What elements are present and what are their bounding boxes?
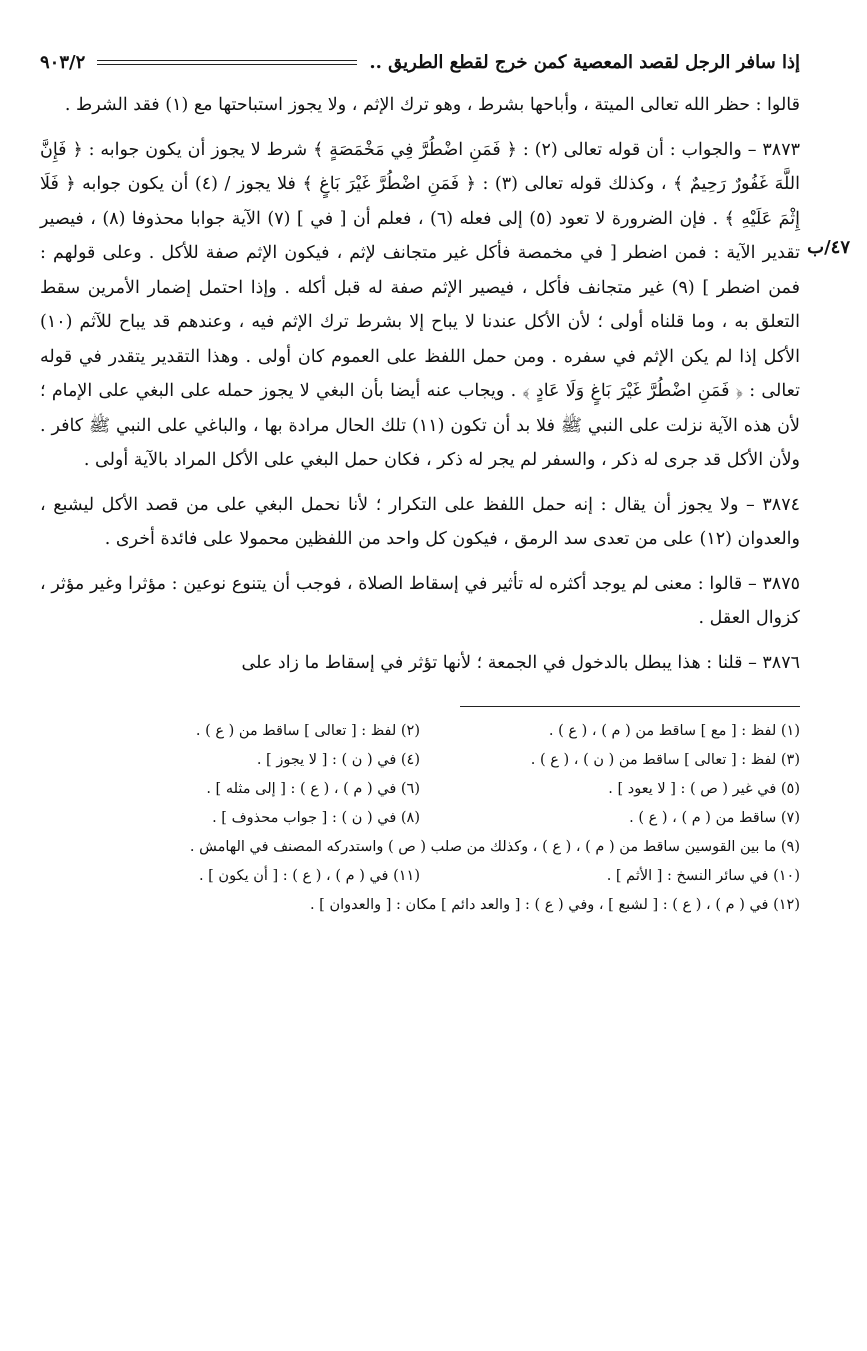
footnote-7: (٧) ساقط من ( م ) ، ( ع ) . — [629, 810, 800, 826]
header-rule — [97, 60, 357, 65]
margin-folio-note: ٤٧/ب — [807, 236, 850, 258]
footnote-4: (٤) في ( ن ) : [ لا يجوز ] . — [256, 752, 420, 768]
footnote-8: (٨) في ( ن ) : [ جواب محذوف ] . — [212, 810, 420, 826]
running-title: إذا سافر الرجل لقصد المعصية كمن خرج لقطع الطريق .. — [369, 51, 800, 73]
footnote-1: (١) لفظ : [ مع ] ساقط من ( م ) ، ( ع ) . — [548, 723, 800, 739]
paragraph-1: قالوا : حظر الله تعالى الميتة ، وأباحها بشرط ، وهو ترك الإثم ، ولا يجوز استباحتها مع (١) فقد الشرط . — [64, 95, 800, 115]
footnote-9: (٩) ما بين القوسين ساقط من ( م ) ، ( ع ) ، وكذلك من صلب ( ص ) واستدركه المصنف في الهامش . — [189, 839, 800, 855]
footnote-6: (٦) في ( م ) ، ( ع ) : [ إلى مثله ] . — [206, 781, 420, 797]
footnote-3: (٣) لفظ : [ تعالى ] ساقط من ( ن ) ، ( ع ) . — [530, 752, 800, 768]
footnote-10: (١٠) في سائر النسخ : [ الأثم ] . — [606, 868, 800, 884]
paragraph-5: ٣٨٧٦ – قلنا : هذا يبطل بالدخول في الجمعة ؛ لأنها تؤثر في إسقاط ما زاد على — [241, 652, 800, 673]
footnote-2: (٢) لفظ : [ تعالى ] ساقط من ( ع ) . — [195, 723, 420, 739]
paragraph-4: ٣٨٧٥ – قالوا : معنى لم يوجد أكثره له تأثير في إسقاط الصلاة ، فوجب أن يتنوع نوعين : مؤثرا وغير مؤثر ، كزوال العقل . — [40, 573, 800, 628]
page-number: ٩٠٣/٢ — [40, 51, 86, 73]
footnote-12: (١٢) في ( م ) ، ( ع ) : [ لشبع ] ، وفي ( ع ) : [ والعد دائم ] مكان : [ والعدوان ] . — [309, 897, 800, 913]
paragraph-2-wrap — [40, 133, 850, 478]
footnote-separator — [460, 706, 800, 707]
running-header — [40, 44, 800, 80]
paragraph-2: ٣٨٧٣ – والجواب : أن قوله تعالى (٢) : ﴿ فَمَنِ اضْطُرَّ فِي مَخْمَصَةٍ ﴾ شرط لا يجوز أن يكون جوابه : ﴿ فَإِنَّ اللَّهَ غَفُورٌ رَحِيمٌ ﴾ ، وكذلك قوله تعالى (٣) : ﴿ فَمَنِ اضْطُرَّ غَيْرَ بَاغٍ ﴾ فلا يجوز / (٤) أن يكون جوابه ﴿ فَلَا إِثْمَ عَلَيْهِ ﴾ . فإن الضرورة لا تعود (٥) إلى فعله (٦) ، فعلم أن [ في ] (٧) الآية جوابا محذوفا (٨) ، فيصير تقدير الآية : فمن اضطر [ في مخمصة فأكل غير متجانف لإثم ، فيكون الإثم صفة للأكل . وعلى قولهم : فمن اضطر ] (٩) غير متجانف فأكل ، فيصير الإثم صفة له قبل أكله . وإذا احتمل إضمار الأمرين سقط التعلق به ، وما قلناه أولى ؛ لأن الأكل عندنا لا يباح إلا بشرط ترك الإثم فيه ، وعندهم قد يباح للآثم (١٠) الأكل إذا لم يكن الإثم في سفره . ومن حمل اللفظ على العموم كان أولى . وهذا التقدير يتقدر في قوله تعالى : ﴿ فَمَنِ اضْطُرَّ غَيْرَ بَاغٍ وَلَا عَادٍ ﴾ . ويجاب عنه أيضا بأن البغي لا يجوز حمله على البغي على الإمام ؛ لأن هذه الآية نزلت على النبي ﷺ فلا بد أن تكون (١١) تلك الحال مرادة بها ، والباغي على النبي ﷺ كافر . ولأن الأكل قد جرى له ذكر ، والسفر لم يجر له ذكر ، فكان حمل البغي على الأكل المراد بالآية أولى . — [40, 139, 801, 470]
document-page — [40, 44, 850, 920]
footnotes — [40, 717, 800, 920]
main-text — [40, 88, 850, 680]
paragraph-3: ٣٨٧٤ – ولا يجوز أن يقال : إنه حمل اللفظ على التكرار ؛ لأنا نحمل البغي على من قصد الأكل ليشبع ، والعدوان (١٢) على من تعدى سد الرمق ، فيكون كل واحد من اللفظين محمولا على فائدة أخرى . — [40, 494, 800, 549]
footnote-5: (٥) في غير ( ص ) : [ لا يعود ] . — [608, 781, 800, 797]
footnote-11: (١١) في ( م ) ، ( ع ) : [ أن يكون ] . — [198, 868, 420, 884]
